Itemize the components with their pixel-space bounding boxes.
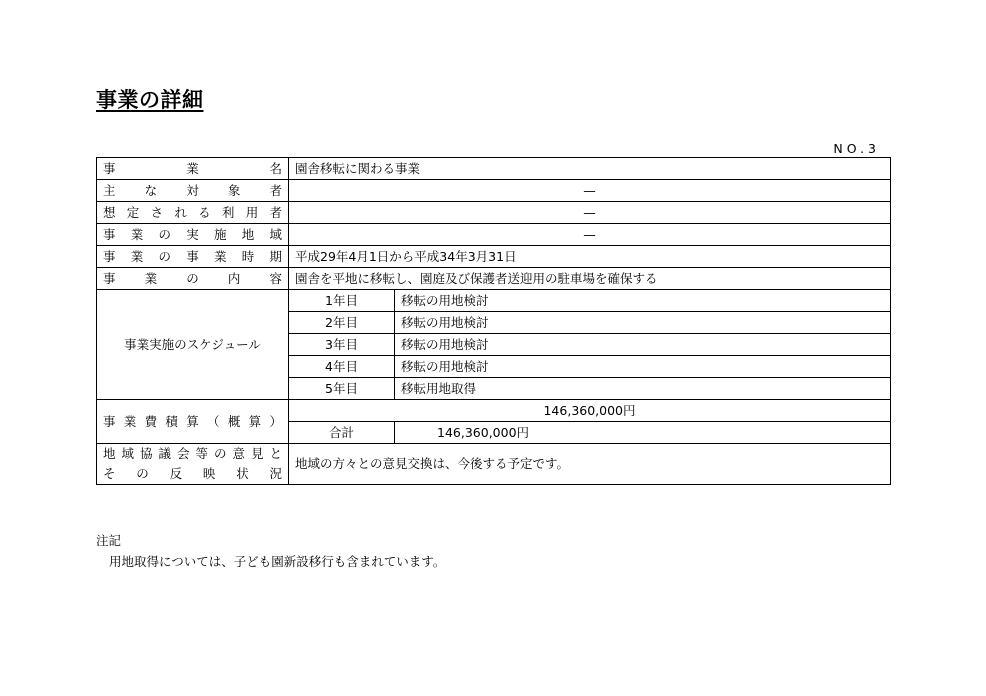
cost-total-amount: 146,360,000円 <box>395 422 891 444</box>
schedule-task: 移転の用地検討 <box>395 356 891 378</box>
row-label-implementation-area: 事業の実施地域 <box>97 224 289 246</box>
schedule-task: 移転用地取得 <box>395 378 891 400</box>
row-value-implementation-area: — <box>289 224 891 246</box>
table-row <box>97 224 891 246</box>
note-body: 用地取得については、子ども園新設移行も含まれています。 <box>109 554 446 569</box>
note-heading: 注記 <box>96 533 122 548</box>
schedule-year: 3年目 <box>289 334 395 356</box>
opinion-label-line2: その反映状況 <box>103 466 282 481</box>
row-value-content: 園舎を平地に移転し、園庭及び保護者送迎用の駐車場を確保する <box>289 268 891 290</box>
opinion-label-line1: 地域協議会等の意見と <box>103 446 282 461</box>
row-value-main-target: — <box>289 180 891 202</box>
row-value-business-name: 園舎移転に関わる事業 <box>289 158 891 180</box>
schedule-task: 移転の用地検討 <box>395 290 891 312</box>
opinion-label <box>97 444 289 485</box>
table-row <box>97 268 891 290</box>
schedule-row <box>97 290 891 312</box>
row-value-expected-users: — <box>289 202 891 224</box>
schedule-year: 4年目 <box>289 356 395 378</box>
cost-amount: 146,360,000円 <box>289 400 891 422</box>
row-value-period: 平成29年4月1日から平成34年3月31日 <box>289 246 891 268</box>
row-label-content: 事業の内容 <box>97 268 289 290</box>
cost-total-label: 合計 <box>289 422 395 444</box>
schedule-year: 1年目 <box>289 290 395 312</box>
cost-row <box>97 400 891 422</box>
schedule-year: 5年目 <box>289 378 395 400</box>
table-row <box>97 158 891 180</box>
business-detail-table <box>96 157 891 485</box>
table-row <box>97 180 891 202</box>
page-title: 事業の詳細 <box>96 88 204 112</box>
schedule-year: 2年目 <box>289 312 395 334</box>
note-section <box>96 530 445 572</box>
schedule-label: 事業実施のスケジュール <box>97 290 289 400</box>
row-label-business-name: 事業名 <box>97 158 289 180</box>
table-row <box>97 246 891 268</box>
schedule-task: 移転の用地検討 <box>395 312 891 334</box>
opinion-row <box>97 444 891 485</box>
opinion-value: 地域の方々との意見交換は、今後する予定です。 <box>289 444 891 485</box>
schedule-task: 移転の用地検討 <box>395 334 891 356</box>
row-label-main-target: 主な対象者 <box>97 180 289 202</box>
cost-label: 事業費積算（概算） <box>97 400 289 444</box>
row-label-expected-users: 想定される利用者 <box>97 202 289 224</box>
document-number: NO.3 <box>833 141 880 156</box>
table-row <box>97 202 891 224</box>
row-label-period: 事業の事業時期 <box>97 246 289 268</box>
